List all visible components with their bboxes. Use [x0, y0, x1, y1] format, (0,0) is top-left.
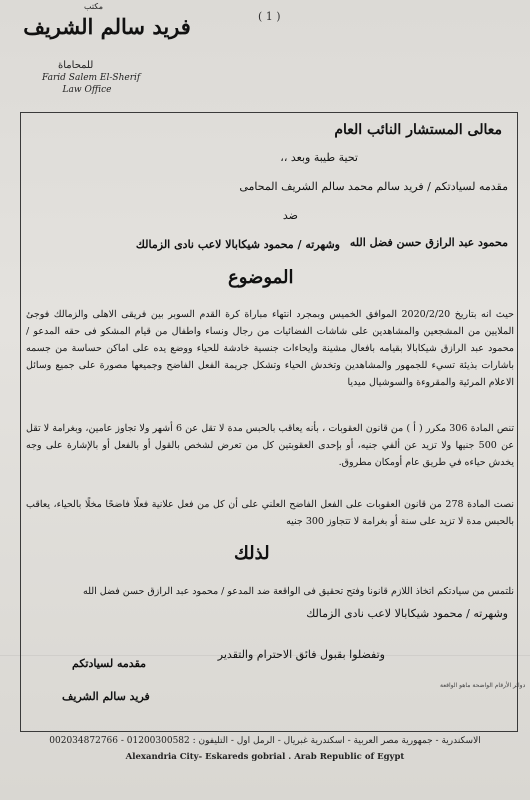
office-name-logo: فريد سالم الشريف — [23, 14, 191, 39]
page-number: ( 1 ) — [258, 10, 281, 23]
signature-name: فريد سالم الشريف — [62, 690, 150, 703]
stamp-note: دوائر الأرقام الواضحة ماهو الواقعة — [440, 682, 526, 689]
request-line-1: نلتمس من سيادتكم اتخاذ اللازم قانونا وفتح تحقيق فى الواقعة ضد المدعو / محمود عبد الرازق حسن فضل الله — [82, 586, 514, 597]
submitted-by: مقدمه لسيادتكم / فريد سالم محمد سالم الشريف المحامى — [239, 180, 508, 193]
footer-english-address: Alexandria City- Eskareds gobrial . Arab Republic of Egypt — [125, 752, 405, 762]
latin-name: Farid Salem El-Sherif — [42, 73, 141, 83]
signature-label: مقدمه لسيادتكم — [72, 657, 147, 670]
latin-office: Law Office — [62, 85, 112, 95]
office-small-label: مكتب — [84, 2, 103, 11]
footer-arabic-address: الاسكندرية - جمهورية مصر العربية - اسكندرية غبريال - الرمل اول - التليفون : 01200300582 - 002034872766 — [49, 736, 481, 746]
latin-letterhead — [42, 72, 141, 96]
against-label: ضد — [282, 209, 298, 222]
respondent-name: محمود عبد الرازق حسن فضل الله — [349, 236, 508, 249]
therefore-title: لذلك — [234, 543, 270, 564]
greeting: تحية طيبة وبعد ،، — [280, 151, 358, 164]
subject-title: الموضوع — [228, 267, 294, 288]
lawyer-label: للمحاماة — [58, 60, 94, 71]
paragraph-incident: حيث انه بتاريخ 2020/2/20 الموافق الخميس وبمجرد انتهاء مباراة كرة القدم السوبر بين فريقى الاهلى والزمالك فوجئ الملايين من المشجعين والمشاهدين على شاشات الفضائيات من رجال ونساء واطفال من قيام المشكو فى حقه المدعو / محمود عبد الرازق شيكابالا بقيامه بافعال مشينة وايحاءات جنسية خادشة للحياء ووضع يده على اماكن حساسة من جسمه باشارات بذيئة تسيء للجمهور والمشاهدين وتخدش الحياء وتشكل جريمة الفعل الفاضح وجميعها مصورة على جميع وسائل الاعلام المرئية والمقروءة والسوشيال ميديا — [26, 309, 514, 388]
addressee: معالى المستشار النائب العام — [334, 122, 502, 138]
paragraph-article-306: تنص المادة 306 مكرر ( أ ) من قانون العقوبات ، بأنه يعاقب بالحبس مدة لا تقل عن 6 أشهر ولا تجاوز عامين، وبغرامة لا تقل عن 500 جنيها ولا تزيد عن ألفي جنيه، أو بإحدى العقوبتين كل من تعرض لشخص بالقول أو بالفعل أو بالإشارة على وجه يخدش حياءه في طريق عام أومكان مطروق. — [26, 423, 515, 468]
closing-line: وتفضلوا بقبول فائق الاحترام والتقدير — [217, 648, 385, 661]
request-line-2: وشهرته / محمود شيكابالا لاعب نادى الزمالك — [306, 607, 508, 620]
paragraph-article-278: نصت المادة 278 من قانون العقوبات على الفعل الفاضح العلني على أن كل من فعل علانية فعلًا فاضحًا مخلًا بالحياء، يعاقب بالحبس مدة لا تزيد على سنة أو بغرامة لا تتجاوز 300 جنيه — [26, 499, 514, 527]
respondent-alias: وشهرته / محمود شيكابالا لاعب نادى الزمالك — [135, 238, 340, 251]
